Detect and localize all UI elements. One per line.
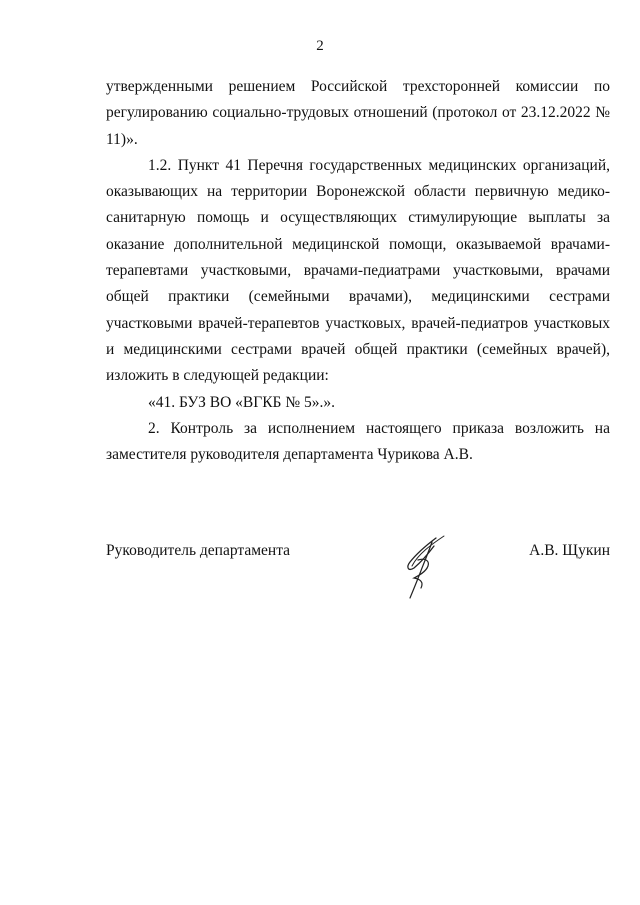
signatory-name: А.В. Щукин [529,542,610,559]
page-number: 2 [316,38,324,54]
paragraph-item-2: 2. Контроль за исполнением настоящего приказа возложить на заместителя руководителя департамента Чурикова А.В. [106,419,610,464]
paragraph-new-wording: «41. БУЗ ВО «ВГКБ № 5».». [148,393,335,411]
signature-block [106,540,610,620]
paragraph-continuation: утвержденными решением Российской трехсторонней комиссии по регулированию социально-трудовых отношений (протокол от 23.12.2022 № 11)». [106,78,610,148]
document-body [106,74,610,468]
handwritten-signature-icon [388,532,458,606]
paragraph-item-1-2: 1.2. Пункт 41 Перечня государственных медицинских организаций, оказывающих на территории Воронежской области первичную медико-санитарную помощь и осуществляющих стимулирующие выплаты за оказание дополнительной медицинской помощи, оказываемой врачами-терапевтами участковыми, врачами-педиатрами участковыми, врачами общей практики (семейными врачами), медицинскими сестрами участковыми врачей-терапевтов участковых, врачей-педиатров участковых и медицинскими сестрами врачей общей практики (семейных врачей), изложить в следующей редакции: [106,156,610,385]
signatory-position: Руководитель департамента [106,542,291,559]
